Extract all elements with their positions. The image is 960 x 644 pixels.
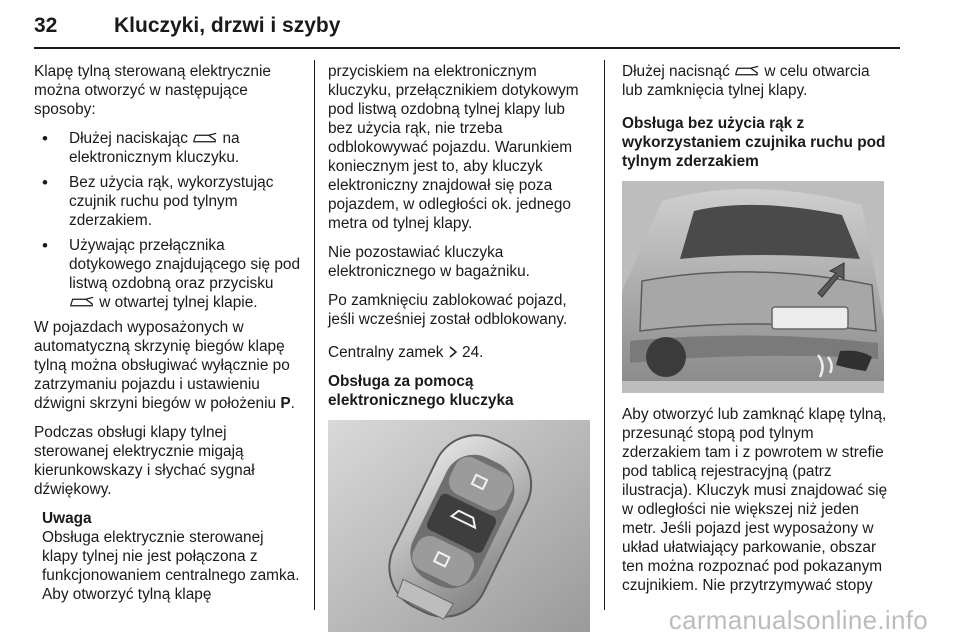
tailgate-icon [734,65,760,77]
signal-paragraph: Podczas obsługi klapy tylnej sterowanej elektrycznie migają kierunkowskazy i słychać sygnał dźwiękowy. [34,424,255,498]
continued-paragraph: przyciskiem na elektronicznym kluczyku, przełącznikiem dotykowym pod listwą ozdobną tylnej klapy lub bez użycia rąk, nie trzeba odblokowywać pojazdu. Warunkiem koniecznym jest to, aby kluczyk elektroniczny znajdował się poza pojazdem, w odległości ok. jednego metra od tylnej klapy. [328,63,579,232]
tailgate-icon [192,132,218,144]
xref-page: 24. [462,344,484,361]
xref-text: Centralny zamek [328,344,444,361]
bullet-text: Bez użycia rąk, wykorzystując czujnik ruchu pod tylnym zderzakiem. [69,174,274,229]
list-item [34,236,302,312]
electronic-key-illustration [328,420,590,632]
key-paragraph [622,62,892,100]
page-number: 32 [34,14,58,37]
note-box [42,509,302,604]
automatic-gearbox-paragraph [34,318,302,413]
paragraph-text: w celu otwarcia lub zamknięcia tylnej klapy. [622,63,870,99]
key-warning-paragraph: Nie pozostawiać kluczyka elektronicznego w bagażniku. [328,244,530,280]
list-item [34,129,302,167]
header-rule [34,47,900,49]
note-text: Obsługa elektrycznie sterowanej klapy tylnej nie jest połączona z funkcjonowaniem centralnego zamka. Aby otworzyć tylną klapę [42,529,300,603]
note-title: Uwaga [42,510,92,527]
column-3 [622,62,892,605]
section-heading: Obsługa bez użycia rąk z wykorzystaniem czujnika ruchu pod tylnym zderzakiem [622,115,886,170]
column-2 [328,62,594,644]
intro-paragraph: Klapę tylną sterowaną elektrycznie można otworzyć w następujące sposoby: [34,63,271,118]
column-divider-2 [604,60,605,610]
paragraph-text: W pojazdach wyposażonych w automatyczną skrzynię biegów klapę tylną można obsługiwać wyłącznie po zatrzymaniu pojazdu i ustawieniu dźwigni skrzyni biegów w położeniu [34,319,290,412]
section-heading: Obsługa za pomocą elektronicznego kluczyka [328,373,514,409]
tailgate-icon [69,296,95,308]
arrow-right-icon [448,346,458,358]
bullet-text: w otwartej tylnej klapie. [99,294,258,311]
watermark: carmanualsonline.info [668,605,928,635]
bullet-text: Dłużej naciskając [69,130,188,147]
column-divider-1 [314,60,315,610]
lock-paragraph: Po zamknięciu zablokować pojazd, jeśli wcześniej został odblokowany. [328,292,568,328]
column-1 [34,62,302,604]
gear-position-label: P [280,395,291,412]
chapter-title: Kluczyki, drzwi i szyby [114,14,341,37]
page-header [0,0,960,50]
paragraph-text: . [290,395,295,412]
paragraph-text: Dłużej nacisnąć [622,63,730,80]
list-item [34,173,302,230]
rear-bumper-sensor-illustration [622,181,884,393]
handsfree-instructions-paragraph: Aby otworzyć lub zamknąć klapę tylną, przesunąć stopą pod tylnym zderzakiem tam i z powrotem w strefie pod tablicą rejestracyjną (patrz ilustracja). Kluczyk musi znajdować się w odległości nie większej niż jeden metr. Jeśli pojazd jest wyposażony w układ ułatwiający parkowanie, obszar ten można rozpoznać pod pokazanym czujnikiem. Nie przytrzymywać stopy [622,406,888,594]
bullet-text: na elektronicznym kluczyku. [69,130,240,166]
cross-reference [328,343,594,362]
bullet-list [34,129,302,312]
bullet-text: Używając przełącznika dotykowego znajdującego się pod listwą ozdobną oraz przycisku [69,237,301,292]
